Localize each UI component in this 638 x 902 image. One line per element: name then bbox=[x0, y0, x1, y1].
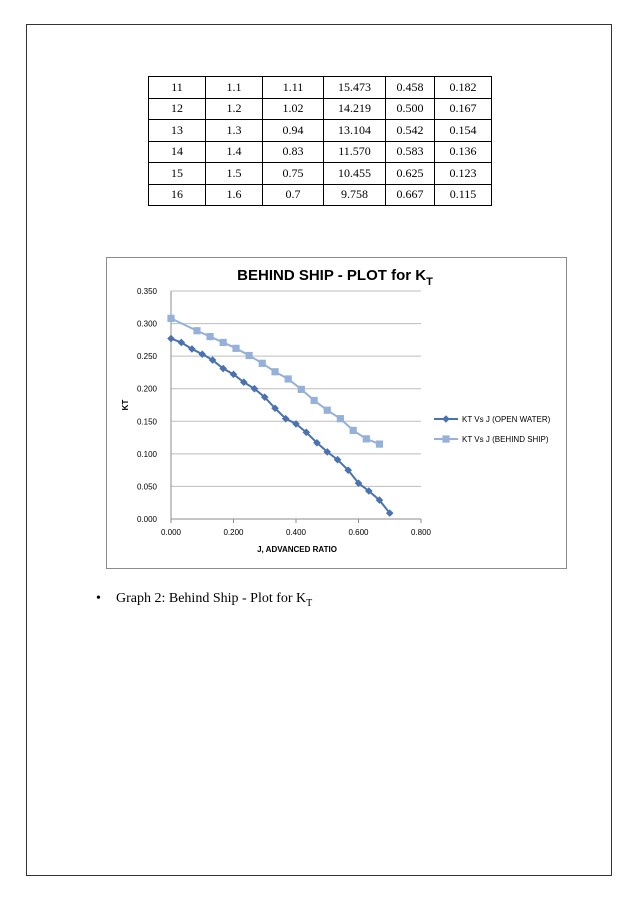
table-cell: 0.94 bbox=[263, 120, 324, 142]
data-point bbox=[363, 435, 370, 442]
data-point bbox=[271, 368, 278, 375]
data-point bbox=[311, 397, 318, 404]
data-point bbox=[350, 427, 357, 434]
table-cell: 0.542 bbox=[386, 120, 435, 142]
x-axis-label: J, ADVANCED RATIO bbox=[257, 545, 337, 554]
table-cell: 1.3 bbox=[206, 120, 263, 142]
table-cell: 0.167 bbox=[435, 98, 492, 120]
data-point bbox=[220, 339, 227, 346]
table-cell: 1.11 bbox=[263, 77, 324, 99]
data-point bbox=[324, 407, 331, 414]
data-point bbox=[246, 352, 253, 359]
table-row bbox=[149, 184, 492, 206]
data-point bbox=[298, 386, 305, 393]
caption-text bbox=[116, 591, 312, 609]
table-cell: 0.154 bbox=[435, 120, 492, 142]
y-tick-label: 0.150 bbox=[136, 417, 157, 427]
data-point bbox=[337, 415, 344, 422]
table-cell: 0.458 bbox=[386, 77, 435, 99]
table-cell: 0.75 bbox=[263, 163, 324, 185]
y-tick-label: 0.350 bbox=[136, 287, 157, 296]
table-cell: 14.219 bbox=[324, 98, 386, 120]
x-tick-label: 0.800 bbox=[410, 528, 432, 537]
table-cell: 16 bbox=[149, 184, 206, 206]
table-cell: 0.667 bbox=[386, 184, 435, 206]
y-tick-label: 0.250 bbox=[136, 352, 157, 362]
caption-subscript: T bbox=[306, 597, 313, 609]
x-tick-label: 0.200 bbox=[223, 528, 244, 537]
table-row bbox=[149, 98, 492, 120]
data-point bbox=[206, 333, 213, 340]
y-tick-label: 0.300 bbox=[136, 319, 157, 329]
table-cell: 0.136 bbox=[435, 141, 492, 163]
table-cell: 0.500 bbox=[386, 98, 435, 120]
series-open-water bbox=[167, 335, 393, 517]
table-cell: 13 bbox=[149, 120, 206, 142]
table-cell: 1.2 bbox=[206, 98, 263, 120]
table-cell: 0.123 bbox=[435, 163, 492, 185]
table-cell: 15 bbox=[149, 163, 206, 185]
behind-ship-kt-chart bbox=[107, 258, 568, 570]
table-cell: 11.570 bbox=[324, 141, 386, 163]
data-table-body bbox=[149, 77, 492, 206]
series-behind-ship bbox=[167, 315, 383, 448]
table-cell: 1.6 bbox=[206, 184, 263, 206]
data-point bbox=[193, 327, 200, 334]
series-line bbox=[171, 318, 379, 444]
data-point bbox=[259, 360, 266, 367]
table-row bbox=[149, 120, 492, 142]
caption-main-text: Graph 2: Behind Ship - Plot for K bbox=[116, 591, 307, 606]
x-tick-label: 0.400 bbox=[285, 528, 307, 537]
series-line bbox=[171, 339, 390, 514]
data-point bbox=[376, 440, 383, 447]
table-cell: 10.455 bbox=[324, 163, 386, 185]
table-row bbox=[149, 77, 492, 99]
caption-bullet: • bbox=[96, 591, 101, 606]
table-cell: 0.625 bbox=[386, 163, 435, 185]
table-cell: 11 bbox=[149, 77, 206, 99]
table-cell: 14 bbox=[149, 141, 206, 163]
y-tick-label: 0.000 bbox=[136, 515, 157, 524]
legend-label: KT Vs J (OPEN WATER) bbox=[462, 415, 551, 424]
table-row bbox=[149, 163, 492, 185]
table-cell: 1.5 bbox=[206, 163, 263, 185]
data-point bbox=[167, 335, 175, 343]
data-point bbox=[285, 375, 292, 382]
tick-labels bbox=[137, 287, 432, 537]
data-point bbox=[167, 315, 174, 322]
chart-title: BEHIND SHIP - PLOT for $K_T$ bbox=[237, 267, 433, 288]
table-cell: 1.02 bbox=[263, 98, 324, 120]
table-cell: 1.1 bbox=[206, 77, 263, 99]
table-cell: 0.115 bbox=[435, 184, 492, 206]
table-cell: 1.4 bbox=[206, 141, 263, 163]
table-cell: 9.758 bbox=[324, 184, 386, 206]
x-tick-label: 0.600 bbox=[348, 528, 369, 537]
data-point bbox=[232, 345, 239, 352]
table-cell: 0.83 bbox=[263, 141, 324, 163]
legend-label: KT Vs J (BEHIND SHIP) bbox=[462, 435, 549, 444]
legend-marker bbox=[442, 435, 449, 442]
table-row bbox=[149, 141, 492, 163]
legend-marker bbox=[442, 415, 450, 423]
y-tick-label: 0.100 bbox=[136, 449, 157, 459]
table-cell: 0.7 bbox=[263, 184, 324, 206]
y-axis-label: KT bbox=[121, 399, 130, 411]
data-table bbox=[148, 76, 492, 206]
gridlines bbox=[171, 291, 421, 523]
table-cell: 12 bbox=[149, 98, 206, 120]
table-cell: 0.182 bbox=[435, 77, 492, 99]
y-tick-label: 0.200 bbox=[136, 384, 157, 394]
table-cell: 15.473 bbox=[324, 77, 386, 99]
x-tick-label: 0.000 bbox=[160, 528, 182, 537]
table-cell: 13.104 bbox=[324, 120, 386, 142]
table-cell: 0.583 bbox=[386, 141, 435, 163]
y-tick-label: 0.050 bbox=[136, 482, 157, 492]
chart-frame bbox=[106, 257, 567, 569]
legend bbox=[434, 415, 551, 444]
